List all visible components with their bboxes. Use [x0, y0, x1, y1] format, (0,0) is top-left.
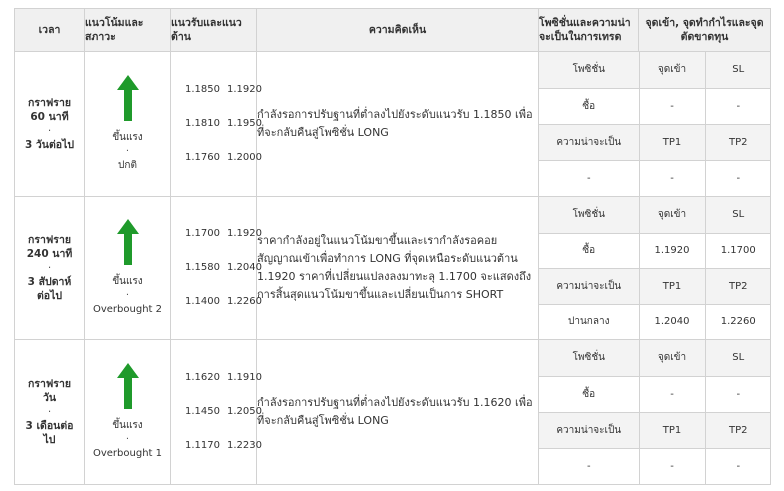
comment-cell: ราคากำลังอยู่ในแนวโน้มขาขึ้นและเรากำลังรอคอยสัญญาณเข้าเพื่อทำการ LONG ที่จุดเหนือระดับแนวต้าน 1.1920 ราคาที่เปลี่ยนแปลงลงมาทะลุ 1.1700 จะแสดงถึงการสิ้นสุดแนวโน้มขาขึ้นและเปลี่ยนเป็นการ SHORT: [257, 197, 539, 340]
resistance-level: 1.2260: [227, 296, 262, 307]
trend-strength: ขึ้นแรง: [112, 420, 143, 431]
support-level: 1.1400: [185, 296, 220, 307]
separator-dot: ·: [47, 406, 52, 418]
setup-value: -: [639, 160, 705, 196]
header-trend: แนวโน้มและสภาวะ: [85, 9, 171, 52]
setup-label: ซื้อ: [539, 233, 639, 268]
support-level: 1.1620: [185, 372, 220, 383]
support-level: 1.1170: [185, 440, 220, 451]
levels-cell: [171, 340, 262, 485]
setup-row: [539, 197, 771, 233]
resistance-level: 1.1950: [227, 118, 262, 129]
setup-row: [539, 233, 771, 268]
setup-value: TP1: [639, 124, 705, 160]
comment-cell: กำลังรอการปรับฐานที่ต่ำลงไปยังระดับแนวรับ 1.1850 เพื่อที่จะกลับคืนสู่โพซิชั่น LONG: [257, 52, 539, 197]
setup-value: -: [705, 376, 771, 412]
setup-value: TP2: [705, 268, 771, 304]
setup-label: โพซิชั่น: [539, 340, 639, 376]
table-row: [15, 52, 771, 197]
period-label: กราฟราย: [27, 97, 71, 109]
setup-value: -: [705, 160, 771, 196]
setup-value: -: [639, 376, 705, 412]
setup-value: 1.1920: [639, 233, 705, 268]
separator-dot: ·: [125, 434, 130, 445]
support-level: 1.1580: [185, 262, 220, 273]
forecast-table: [14, 8, 771, 485]
level-pair: [171, 251, 262, 285]
resistance-level: 1.1920: [227, 228, 262, 239]
level-pair: [171, 285, 262, 319]
trend-condition: Overbought 1: [92, 448, 162, 459]
setup-label: ปานกลาง: [539, 304, 639, 339]
trade-setup-cell: [539, 197, 771, 340]
table-row: [15, 340, 771, 485]
arrow-up-icon: [117, 75, 139, 121]
levels-cell: [171, 197, 262, 340]
period-label: วัน: [42, 392, 57, 404]
resistance-level: 1.1920: [227, 84, 262, 95]
level-pair: [171, 395, 262, 429]
setup-label: ความน่าจะเป็น: [539, 412, 639, 448]
level-pair: [171, 73, 262, 107]
trend-condition: ปกติ: [118, 160, 137, 171]
support-level: 1.1450: [185, 406, 220, 417]
trade-setup-table: [539, 340, 771, 484]
setup-row: [539, 160, 771, 196]
support-level: 1.1700: [185, 228, 220, 239]
comment-cell: กำลังรอการปรับฐานที่ต่ำลงไปยังระดับแนวรับ 1.1620 เพื่อที่จะกลับคืนสู่โพซิชั่น LONG: [257, 340, 539, 485]
header-comment: ความคิดเห็น: [257, 9, 539, 52]
setup-label: ความน่าจะเป็น: [539, 268, 639, 304]
level-pair: [171, 361, 262, 395]
setup-row: [539, 88, 771, 124]
setup-value: SL: [705, 197, 771, 233]
levels-cell: [171, 52, 262, 197]
table-row: [15, 197, 771, 340]
trade-setup-table: [539, 52, 771, 196]
setup-row: [539, 124, 771, 160]
level-pair: [171, 107, 262, 141]
setup-value: TP1: [639, 268, 705, 304]
trade-setup-cell: [539, 52, 771, 197]
period-cell: [15, 197, 85, 340]
setup-value: SL: [705, 340, 771, 376]
separator-dot: ·: [47, 262, 52, 274]
level-pair: [171, 429, 262, 463]
resistance-level: 1.1910: [227, 372, 262, 383]
resistance-level: 1.2230: [227, 440, 262, 451]
setup-label: โพซิชั่น: [539, 197, 639, 233]
setup-value: -: [639, 448, 705, 484]
setup-value: 1.2260: [705, 304, 771, 339]
setup-label: ซื้อ: [539, 376, 639, 412]
setup-label: โพซิชั่น: [539, 52, 639, 88]
setup-row: [539, 340, 771, 376]
level-pair: [171, 141, 262, 175]
setup-value: จุดเข้า: [639, 197, 705, 233]
setup-value: 1.2040: [639, 304, 705, 339]
separator-dot: ·: [47, 125, 52, 137]
setup-row: [539, 52, 771, 88]
level-pair: [171, 217, 262, 251]
support-level: 1.1850: [185, 84, 220, 95]
trend-cell: [85, 340, 171, 485]
setup-value: SL: [705, 52, 771, 88]
horizon-label: 3 สัปดาห์: [27, 276, 72, 288]
setup-value: จุดเข้า: [639, 340, 705, 376]
setup-row: [539, 376, 771, 412]
trend-cell: [85, 52, 171, 197]
arrow-up-icon: [117, 219, 139, 265]
setup-value: -: [639, 88, 705, 124]
period-label: 240 นาที: [26, 248, 73, 260]
setup-value: -: [705, 448, 771, 484]
setup-label: ความน่าจะเป็น: [539, 124, 639, 160]
header-position: โพซิชั่นและความน่าจะเป็นในการเทรด: [539, 9, 639, 52]
setup-row: [539, 268, 771, 304]
setup-label: -: [539, 160, 639, 196]
header-row: [15, 9, 771, 52]
setup-value: TP2: [705, 412, 771, 448]
trade-setup-cell: [539, 340, 771, 485]
resistance-level: 1.2040: [227, 262, 262, 273]
setup-value: 1.1700: [705, 233, 771, 268]
trade-setup-table: [539, 197, 771, 339]
setup-label: ซื้อ: [539, 88, 639, 124]
setup-value: -: [705, 88, 771, 124]
horizon-label: ไป: [43, 434, 56, 446]
header-period: เวลา: [15, 9, 85, 52]
period-label: กราฟราย: [27, 378, 71, 390]
period-label: กราฟราย: [27, 234, 71, 246]
header-levels: แนวรับและแนวต้าน: [171, 9, 257, 52]
period-cell: [15, 340, 85, 485]
period-label: 60 นาที: [30, 111, 69, 123]
resistance-level: 1.2000: [227, 152, 262, 163]
trend-condition: Overbought 2: [92, 304, 162, 315]
resistance-level: 1.2050: [227, 406, 262, 417]
trend-strength: ขึ้นแรง: [112, 132, 143, 143]
setup-row: [539, 304, 771, 339]
arrow-up-icon: [117, 363, 139, 409]
support-level: 1.1810: [185, 118, 220, 129]
setup-value: จุดเข้า: [639, 52, 705, 88]
setup-row: [539, 412, 771, 448]
horizon-label: ต่อไป: [36, 290, 63, 302]
setup-row: [539, 448, 771, 484]
separator-dot: ·: [125, 146, 130, 157]
setup-label: -: [539, 448, 639, 484]
setup-value: TP1: [639, 412, 705, 448]
horizon-label: 3 เดือนต่อ: [25, 420, 74, 432]
trend-cell: [85, 197, 171, 340]
setup-value: TP2: [705, 124, 771, 160]
header-targets: จุดเข้า, จุดทำกำไรและจุดตัดขาดทุน: [639, 9, 771, 52]
trend-strength: ขึ้นแรง: [112, 276, 143, 287]
separator-dot: ·: [125, 290, 130, 301]
period-cell: [15, 52, 85, 197]
horizon-label: 3 วันต่อไป: [24, 139, 75, 151]
support-level: 1.1760: [185, 152, 220, 163]
